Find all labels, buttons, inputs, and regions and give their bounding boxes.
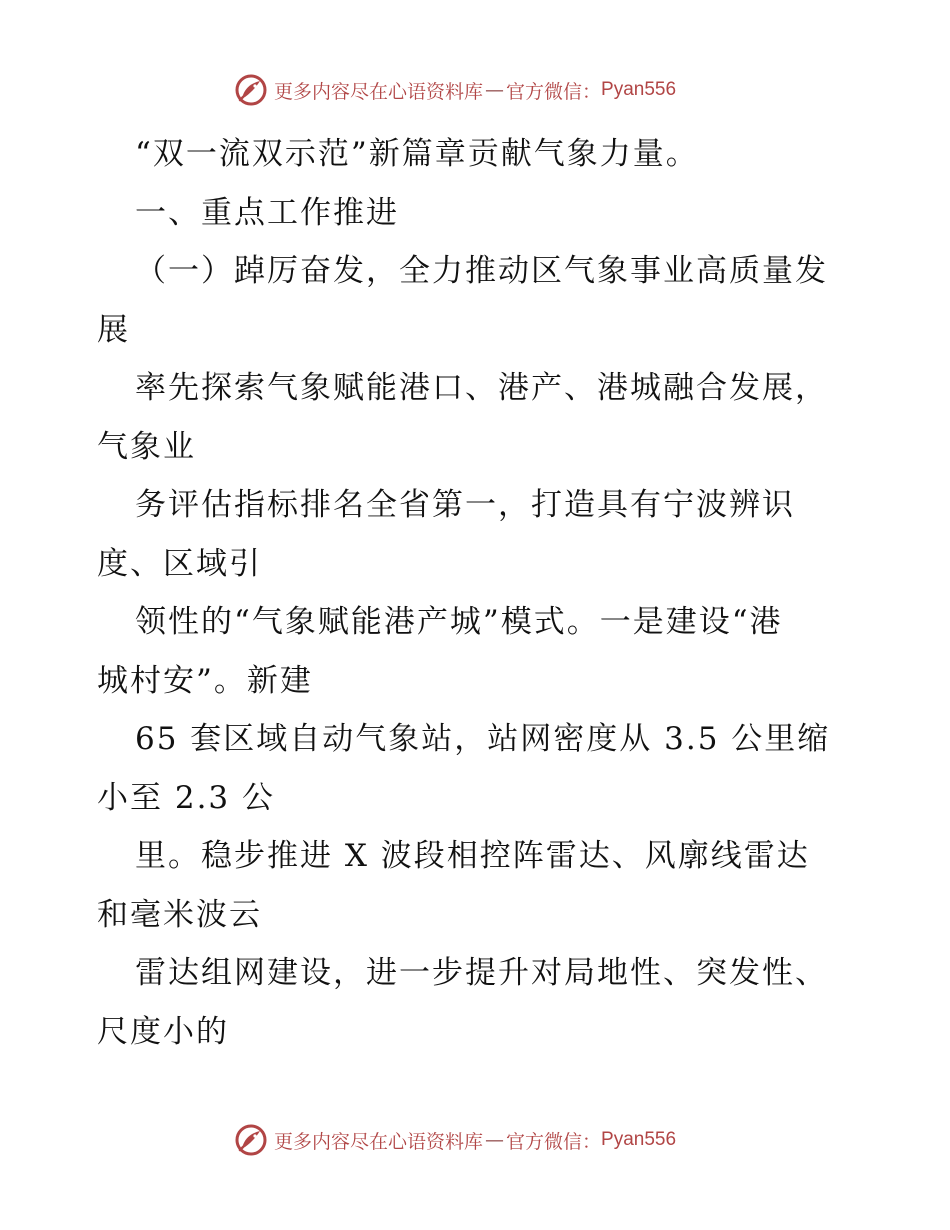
section-heading: 一、重点工作推进 bbox=[135, 194, 399, 231]
watermark-contact: 官方微信： bbox=[506, 1130, 602, 1153]
text-line: 城村安”。新建 bbox=[97, 662, 313, 699]
document-body bbox=[97, 125, 857, 1061]
footer-watermark bbox=[234, 1122, 676, 1158]
text-line: 65 套区域自动气象站，站网密度从 3.5 公里缩 bbox=[135, 721, 831, 757]
text-line: 小至 2.3 公 bbox=[97, 779, 276, 816]
watermark-brand: 更多内容尽在心语资料库 bbox=[274, 1130, 484, 1153]
text-line: 气象业 bbox=[97, 428, 196, 465]
text-line: 雷达组网建设，进一步提升对局地性、突发性、 bbox=[135, 955, 828, 991]
watermark-contact: 官方微信： bbox=[506, 80, 602, 103]
watermark-brand: 更多内容尽在心语资料库 bbox=[274, 80, 484, 103]
watermark-id: Pyan556 bbox=[601, 79, 677, 100]
watermark-separator: — bbox=[485, 1129, 505, 1151]
subsection-heading-continued: 展 bbox=[97, 311, 130, 348]
text-line: “双一流双示范”新篇章贡献气象力量。 bbox=[135, 136, 699, 172]
text-line: 率先探索气象赋能港口、港产、港城融合发展， bbox=[135, 370, 828, 406]
subsection-heading: （一）踔厉奋发，全力推动区气象事业高质量发 bbox=[135, 253, 828, 289]
watermark-separator: — bbox=[485, 79, 505, 101]
text-line: 尺度小的 bbox=[97, 1013, 229, 1050]
text-line: 领性的“气象赋能港产城”模式。一是建设“港 bbox=[135, 604, 783, 640]
text-line: 度、区域引 bbox=[97, 545, 262, 582]
pen-logo-icon bbox=[234, 73, 268, 107]
pen-logo-icon bbox=[234, 1123, 268, 1157]
watermark-id: Pyan556 bbox=[601, 1129, 677, 1150]
text-line: 里。稳步推进 X 波段相控阵雷达、风廓线雷达 bbox=[135, 838, 810, 874]
text-line: 务评估指标排名全省第一，打造具有宁波辨识 bbox=[135, 487, 795, 523]
text-line: 和毫米波云 bbox=[97, 896, 262, 933]
header-watermark bbox=[234, 72, 676, 108]
